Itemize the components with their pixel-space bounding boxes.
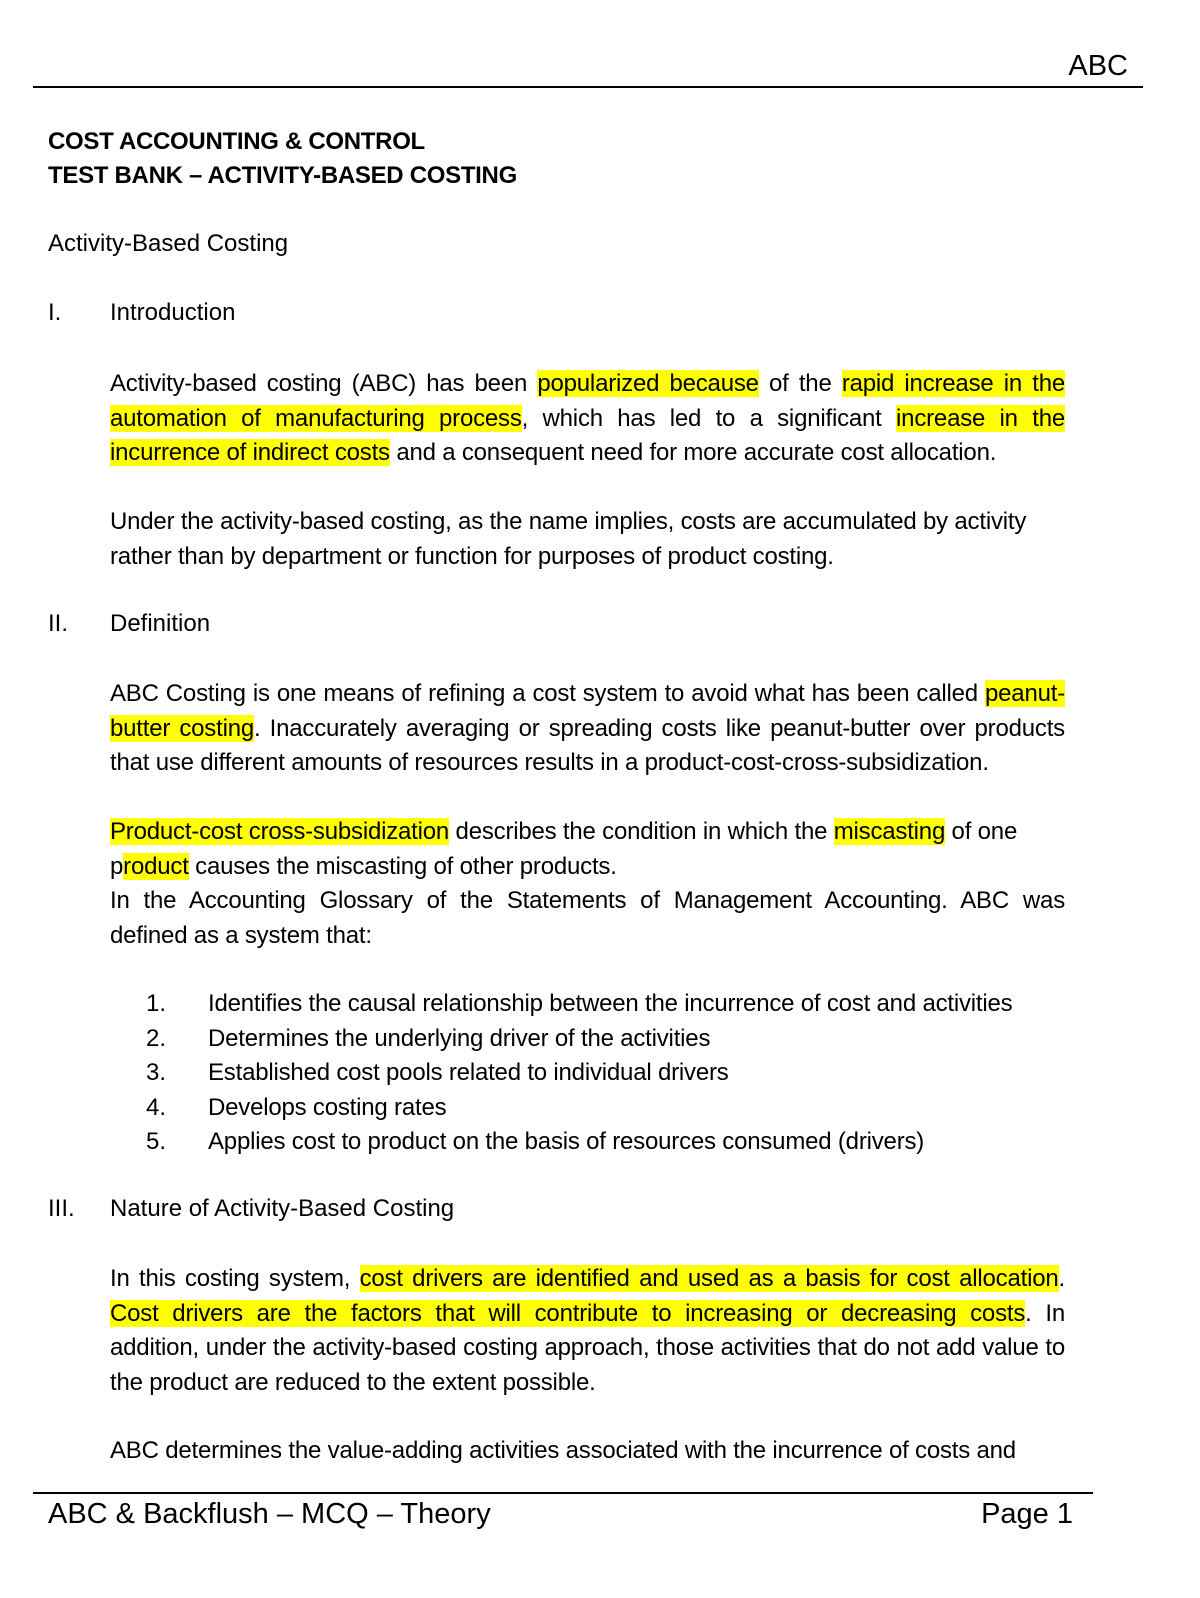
highlight-product: roduct (123, 852, 189, 880)
header-label: ABC (1068, 50, 1128, 82)
intro-paragraph-1: Activity-based costing (ABC) has been popularized because of the rapid increase in the automation of manufacturing process, which has led to a significant increase in the incurrence of indirect costs and a consequent need for more accurate cost allocation. (110, 370, 1065, 466)
highlight-cross-subsidization: Product-cost cross-subsidization (110, 818, 450, 845)
section-title-introduction: Introduction (110, 299, 236, 326)
list-item: 3. Established cost pools related to individual drivers (146, 1059, 729, 1086)
section-number-1: I. (48, 299, 62, 326)
nature-paragraph-1: In this costing system, cost drivers are identified and used as a basis for cost allocation. Cost drivers are the factors that will contribute to increasing or decreasing costs. In addition, under the activity-based costing approach, those activities that do not add value to the product are reduced to the extent possible. (110, 1265, 1065, 1396)
list-item: 2. Determines the underlying driver of the activities (146, 1024, 711, 1052)
document-subtitle: Activity-Based Costing (48, 230, 289, 257)
highlight-cost-drivers-factors: Cost drivers are the factors that will contribute to increasing or decreasing costs (110, 1299, 1026, 1327)
definition-paragraph-1: ABC Costing is one means of refining a cost system to avoid what has been called peanut-butter costing. Inaccurately averaging or spreading costs like peanut-butter over products that use different amounts of resources results in a product-cost-cross-subsidization. (110, 680, 1065, 776)
footer-label: ABC & Backflush – MCQ – Theory (48, 1498, 491, 1530)
highlight-rapid-increase: rapid increase in the automation of manufacturing process (110, 370, 1065, 432)
highlight-popularized: popularized because (537, 370, 759, 397)
highlight-cost-drivers-identified: cost drivers are identified and used as a basis for cost allocation (359, 1265, 1059, 1292)
abc-definition-list (110, 987, 1070, 1160)
footer-rule (33, 1492, 1093, 1494)
list-item: 1. Identifies the causal relationship between the incurrence of cost and activities (146, 990, 1013, 1017)
definition-paragraph-3: In the Accounting Glossary of the Statements of Management Accounting. ABC was defined as a system that: (110, 887, 1065, 949)
section-number-2: II. (48, 610, 69, 637)
document-title-line-1: COST ACCOUNTING & CONTROL (48, 128, 425, 155)
list-item: 5. Applies cost to product on the basis of resources consumed (drivers) (146, 1128, 925, 1155)
highlight-peanut-butter: peanut-butter costing (110, 680, 1065, 742)
highlight-indirect-costs: increase in the incurrence of indirect costs (110, 404, 1065, 466)
page-number: Page 1 (981, 1498, 1073, 1530)
nature-paragraph-2: ABC determines the value-adding activities associated with the incurrence of costs and (110, 1437, 1016, 1464)
header-rule (33, 86, 1143, 88)
highlight-miscasting: miscasting (833, 818, 946, 845)
list-item: 4. Develops costing rates (146, 1093, 447, 1121)
section-title-nature: Nature of Activity-Based Costing (110, 1195, 455, 1222)
definition-paragraph-2: Product-cost cross-subsidization describes the condition in which the miscasting of one product causes the miscasting of other products. (110, 818, 1018, 880)
section-number-3: III. (48, 1195, 75, 1222)
document-title-line-2: TEST BANK – ACTIVITY-BASED COSTING (48, 162, 517, 189)
intro-paragraph-2: Under the activity-based costing, as the name implies, costs are accumulated by activity rather than by department or function for purposes of product costing. (110, 508, 1027, 570)
section-title-definition: Definition (110, 610, 211, 637)
